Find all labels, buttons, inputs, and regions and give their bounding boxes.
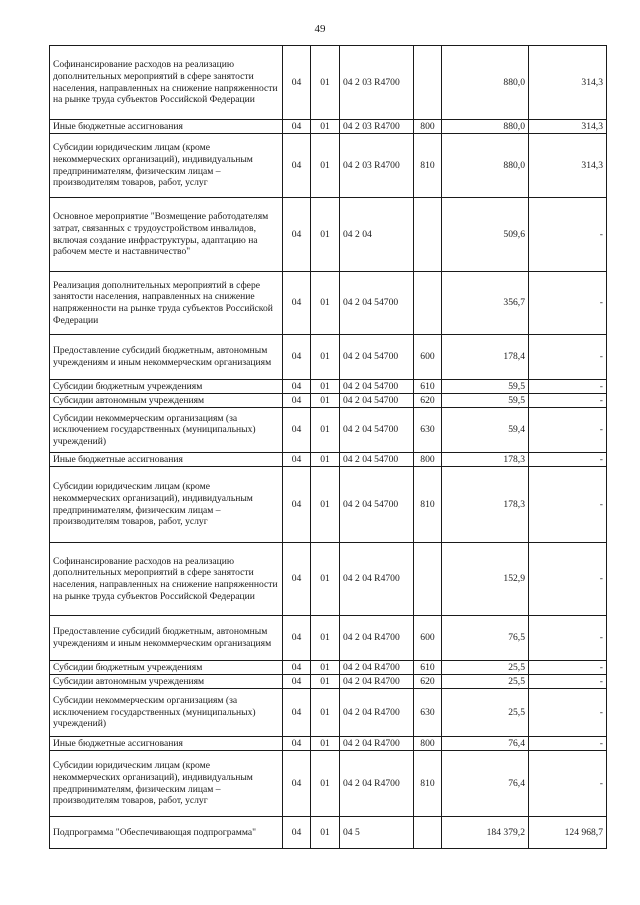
row-expense-type [414,817,442,849]
row-target-article: 04 2 03 R4700 [340,134,414,198]
row-amount-plan: 76,4 [442,751,529,817]
row-target-article: 04 2 04 R4700 [340,737,414,751]
table-row [50,380,607,394]
table-row [50,661,607,675]
row-name: Субсидии некоммерческим организациям (за исключением государственных (муниципальных) учреждений) [50,408,283,453]
table-row [50,453,607,467]
row-amount-actual: - [529,198,607,272]
table-row [50,394,607,408]
row-section: 04 [283,408,311,453]
row-subsection: 01 [311,272,340,335]
row-target-article: 04 2 04 54700 [340,453,414,467]
row-expense-type: 630 [414,689,442,737]
row-expense-type [414,198,442,272]
row-name: Предоставление субсидий бюджетным, автономным учреждениям и иным некоммерческим организациям [50,335,283,380]
row-name: Субсидии бюджетным учреждениям [50,661,283,675]
row-target-article: 04 2 03 R4700 [340,120,414,134]
table-row [50,198,607,272]
row-expense-type: 810 [414,467,442,543]
row-expense-type: 800 [414,120,442,134]
row-expense-type: 800 [414,453,442,467]
row-section: 04 [283,134,311,198]
row-amount-actual: 314,3 [529,46,607,120]
row-expense-type [414,272,442,335]
row-amount-plan: 880,0 [442,134,529,198]
row-section: 04 [283,467,311,543]
row-amount-actual: - [529,335,607,380]
table-row [50,467,607,543]
row-section: 04 [283,46,311,120]
row-name: Основное мероприятие "Возмещение работодателям затрат, связанных с трудоустройством инвалидов, включая создание инфраструктуры, адаптацию на рабочем месте и наставничество" [50,198,283,272]
row-subsection: 01 [311,453,340,467]
row-name: Предоставление субсидий бюджетным, автономным учреждениям и иным некоммерческим организациям [50,616,283,661]
row-amount-plan: 178,3 [442,453,529,467]
row-expense-type: 620 [414,394,442,408]
row-target-article: 04 2 04 R4700 [340,616,414,661]
row-target-article: 04 5 [340,817,414,849]
row-name: Иные бюджетные ассигнования [50,737,283,751]
row-amount-actual: - [529,453,607,467]
row-amount-plan: 184 379,2 [442,817,529,849]
row-amount-plan: 880,0 [442,46,529,120]
row-name: Субсидии автономным учреждениям [50,675,283,689]
row-section: 04 [283,453,311,467]
row-name: Иные бюджетные ассигнования [50,453,283,467]
row-expense-type: 810 [414,134,442,198]
table-row [50,408,607,453]
row-subsection: 01 [311,817,340,849]
row-subsection: 01 [311,46,340,120]
row-amount-actual: - [529,467,607,543]
row-amount-actual: - [529,689,607,737]
table-row [50,46,607,120]
table-row [50,616,607,661]
row-expense-type [414,543,442,616]
row-target-article: 04 2 04 54700 [340,272,414,335]
row-section: 04 [283,737,311,751]
row-name: Реализация дополнительных мероприятий в сфере занятости населения, направленных на снижение напряженности на рынке труда субъектов Российской Федерации [50,272,283,335]
row-amount-plan: 59,4 [442,408,529,453]
row-expense-type: 800 [414,737,442,751]
row-section: 04 [283,198,311,272]
row-amount-actual: - [529,737,607,751]
row-amount-plan: 178,4 [442,335,529,380]
row-amount-actual: - [529,675,607,689]
row-name: Иные бюджетные ассигнования [50,120,283,134]
row-target-article: 04 2 04 R4700 [340,675,414,689]
row-amount-actual: - [529,543,607,616]
row-expense-type: 600 [414,335,442,380]
budget-table [49,45,607,849]
row-expense-type: 600 [414,616,442,661]
row-amount-actual: - [529,408,607,453]
row-subsection: 01 [311,380,340,394]
row-amount-plan: 178,3 [442,467,529,543]
row-amount-plan: 356,7 [442,272,529,335]
row-expense-type: 610 [414,380,442,394]
row-name: Субсидии юридическим лицам (кроме некоммерческих организаций), индивидуальным предпринимателям, физическим лицам – производителям товаров, работ, услуг [50,467,283,543]
table-row [50,751,607,817]
row-subsection: 01 [311,394,340,408]
table-row [50,120,607,134]
row-target-article: 04 2 04 54700 [340,394,414,408]
row-subsection: 01 [311,335,340,380]
row-subsection: 01 [311,675,340,689]
row-subsection: 01 [311,616,340,661]
row-amount-plan: 76,5 [442,616,529,661]
row-expense-type: 620 [414,675,442,689]
row-amount-plan: 509,6 [442,198,529,272]
row-subsection: 01 [311,120,340,134]
row-amount-actual: 124 968,7 [529,817,607,849]
table-row [50,817,607,849]
row-amount-plan: 880,0 [442,120,529,134]
row-target-article: 04 2 03 R4700 [340,46,414,120]
row-section: 04 [283,543,311,616]
budget-table-body [50,46,607,849]
row-section: 04 [283,616,311,661]
row-subsection: 01 [311,134,340,198]
row-target-article: 04 2 04 R4700 [340,751,414,817]
row-amount-actual: - [529,751,607,817]
row-section: 04 [283,817,311,849]
row-amount-actual: 314,3 [529,134,607,198]
row-expense-type [414,46,442,120]
row-subsection: 01 [311,408,340,453]
row-expense-type: 610 [414,661,442,675]
row-amount-actual: 314,3 [529,120,607,134]
table-row [50,675,607,689]
row-subsection: 01 [311,737,340,751]
row-subsection: 01 [311,689,340,737]
row-name: Субсидии автономным учреждениям [50,394,283,408]
row-section: 04 [283,272,311,335]
row-expense-type: 810 [414,751,442,817]
table-row [50,543,607,616]
row-target-article: 04 2 04 54700 [340,335,414,380]
row-section: 04 [283,335,311,380]
row-subsection: 01 [311,751,340,817]
page-number: 49 [314,23,326,35]
row-amount-plan: 59,5 [442,380,529,394]
row-name: Софинансирование расходов на реализацию дополнительных мероприятий в сфере занятости населения, направленных на снижение напряженности на рынке труда субъектов Российской Федерации [50,543,283,616]
row-amount-actual: - [529,272,607,335]
row-name: Субсидии юридическим лицам (кроме некоммерческих организаций), индивидуальным предпринимателям, физическим лицам – производителям товаров, работ, услуг [50,751,283,817]
row-section: 04 [283,380,311,394]
row-section: 04 [283,675,311,689]
table-row [50,689,607,737]
row-target-article: 04 2 04 R4700 [340,689,414,737]
row-amount-plan: 59,5 [442,394,529,408]
row-amount-plan: 25,5 [442,675,529,689]
row-section: 04 [283,661,311,675]
row-section: 04 [283,689,311,737]
row-amount-plan: 25,5 [442,661,529,675]
row-target-article: 04 2 04 54700 [340,380,414,394]
row-target-article: 04 2 04 [340,198,414,272]
row-subsection: 01 [311,661,340,675]
row-amount-actual: - [529,661,607,675]
row-amount-plan: 25,5 [442,689,529,737]
row-subsection: 01 [311,467,340,543]
row-target-article: 04 2 04 R4700 [340,543,414,616]
row-subsection: 01 [311,543,340,616]
row-target-article: 04 2 04 R4700 [340,661,414,675]
row-section: 04 [283,394,311,408]
row-expense-type: 630 [414,408,442,453]
table-row [50,737,607,751]
row-section: 04 [283,751,311,817]
table-row [50,335,607,380]
row-name: Субсидии юридическим лицам (кроме некоммерческих организаций), индивидуальным предпринимателям, физическим лицам – производителям товаров, работ, услуг [50,134,283,198]
row-amount-actual: - [529,616,607,661]
row-amount-plan: 76,4 [442,737,529,751]
row-section: 04 [283,120,311,134]
row-name: Субсидии некоммерческим организациям (за исключением государственных (муниципальных) учреждений) [50,689,283,737]
row-target-article: 04 2 04 54700 [340,467,414,543]
row-name: Субсидии бюджетным учреждениям [50,380,283,394]
row-amount-actual: - [529,394,607,408]
table-row [50,272,607,335]
table-row [50,134,607,198]
row-name: Софинансирование расходов на реализацию дополнительных мероприятий в сфере занятости населения, направленных на снижение напряженности на рынке труда субъектов Российской Федерации [50,46,283,120]
row-target-article: 04 2 04 54700 [340,408,414,453]
row-amount-plan: 152,9 [442,543,529,616]
row-subsection: 01 [311,198,340,272]
row-name: Подпрограмма "Обеспечивающая подпрограмма" [50,817,283,849]
row-amount-actual: - [529,380,607,394]
